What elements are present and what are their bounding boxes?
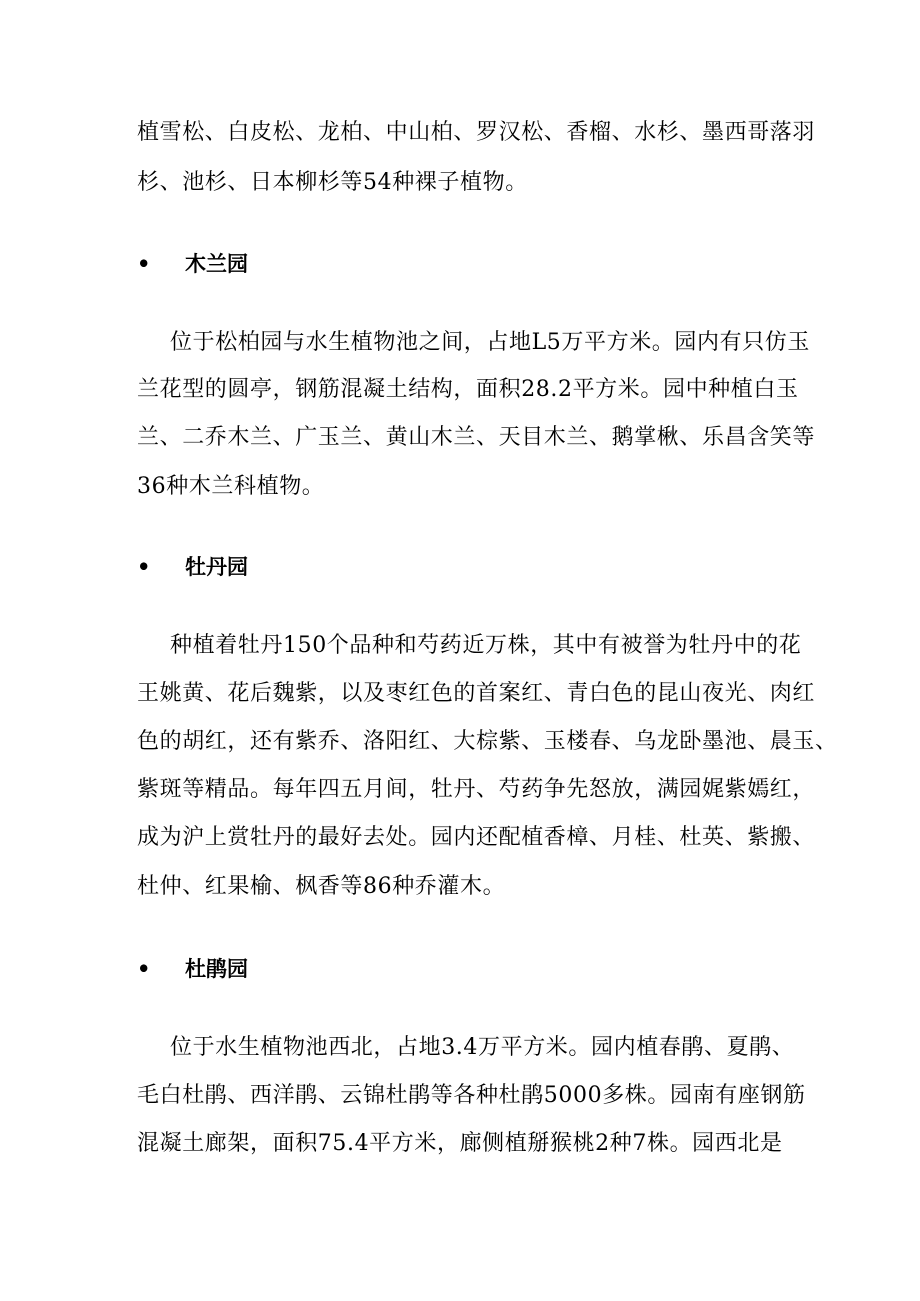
section-heading [137, 954, 248, 984]
bullet-icon: • [137, 956, 151, 981]
bullet-icon: • [137, 554, 151, 579]
paragraph-line: 毛白杜鹃、西洋鹃、云锦杜鹃等各种杜鹃5000多株。园南有座钢筋 [137, 1083, 806, 1108]
paragraph-line: 兰花型的圆亭，钢筋混凝土结构，面积28.2平方米。园中种植白玉 [137, 377, 799, 402]
section-heading [137, 552, 248, 582]
section-heading [137, 249, 248, 279]
paragraph-line: 成为沪上赏牡丹的最好去处。园内还配植香樟、月桂、杜英、紫搬、 [137, 825, 816, 850]
bullet-icon: • [137, 251, 151, 276]
paragraph-line: 位于松柏园与水生植物池之间，占地L5万平方米。园内有只仿玉 [170, 330, 811, 355]
section-title: 杜鹃园 [185, 956, 248, 981]
paragraph-line: 紫斑等精品。每年四五月间，牡丹、芍药争先怒放，满园娓紫嫣红， [137, 777, 816, 802]
paragraph-line: 种植着牡丹150个品种和芍药近万株，其中有被誉为牡丹中的花 [170, 633, 802, 658]
paragraph-line: 植雪松、白皮松、龙柏、中山柏、罗汉松、香榴、水杉、墨西哥落羽 [137, 120, 816, 145]
section-title: 木兰园 [185, 251, 248, 276]
paragraph-line: 位于水生植物池西北，占地3.4万平方米。园内植春鹃、夏鹃、 [170, 1035, 795, 1060]
paragraph-line: 杉、池杉、日本柳杉等54种裸子植物。 [137, 170, 528, 195]
section-title: 牡丹园 [185, 554, 248, 579]
paragraph-line: 混凝土廊架，面积75.4平方米，廊侧植掰猴桃2种7株。园西北是 [137, 1131, 783, 1156]
paragraph-line: 兰、二乔木兰、广玉兰、黄山木兰、天目木兰、鹅掌楸、乐昌含笑等 [137, 425, 816, 450]
paragraph-line: 王姚黄、花后魏紫，以及枣红色的首案红、青白色的昆山夜光、肉红 [137, 681, 816, 706]
paragraph-line: 36种木兰科植物。 [137, 474, 325, 499]
paragraph-line: 杜仲、红果榆、枫香等86种乔灌木。 [137, 874, 506, 899]
paragraph-line: 色的胡红，还有紫乔、洛阳红、大棕紫、玉楼春、乌龙卧墨池、晨玉、 [137, 729, 838, 754]
